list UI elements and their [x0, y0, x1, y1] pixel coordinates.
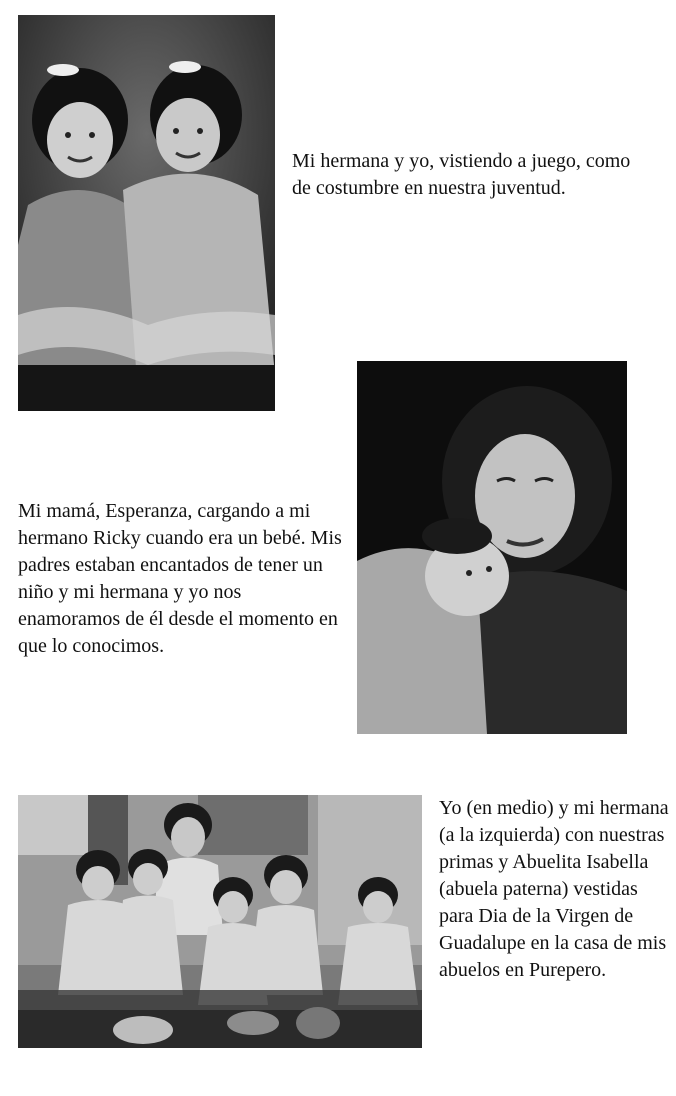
photo-mother-baby-image	[357, 361, 627, 734]
photo-family-group-image	[18, 795, 422, 1048]
photo-sisters-image	[18, 15, 275, 411]
photo-sisters	[18, 15, 275, 411]
caption-family-group: Yo (en medio) y mi hermana (a la izquierda) con nuestras primas y Abuelita Isabella (abuela paterna) vestidas para Dia de la Virgen de Guadalupe en la casa de mis abuelos en Purepero.	[439, 797, 669, 981]
caption-mother-baby: Mi mamá, Esperanza, cargando a mi hermano Ricky cuando era un bebé. Mis padres estaban encantados de tener un niño y mi hermana y yo nos enamoramos de él desde el momento en que lo conocimos.	[18, 500, 342, 657]
photo-mother-baby	[357, 361, 627, 734]
caption-sisters: Mi hermana y yo, vistiendo a juego, como de costumbre en nuestra juventud.	[292, 150, 631, 199]
photo-family-group	[18, 795, 422, 1048]
